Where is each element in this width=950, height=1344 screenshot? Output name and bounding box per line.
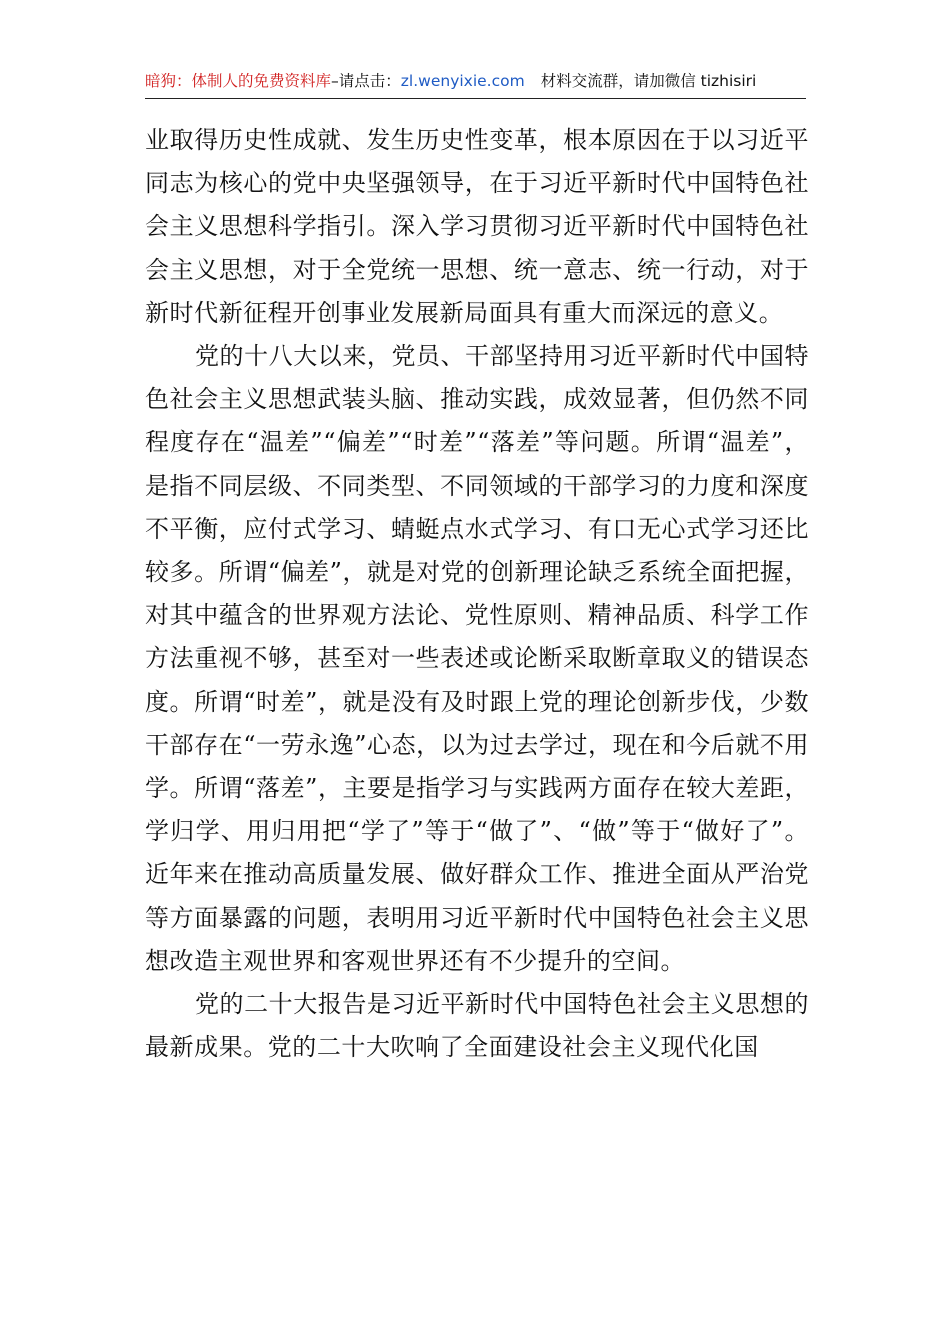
- site-name: 暗狗：体制人的免费资料库: [145, 72, 332, 90]
- site-link[interactable]: zl.wenyixie.com: [400, 72, 525, 90]
- contact-info: 材料交流群，请加微信 tizhisiri: [540, 72, 757, 90]
- paragraph-twentieth-congress: 党的二十大报告是习近平新时代中国特色社会主义思想的最新成果。党的二十大吹响了全面建设社会主义现代化国: [145, 990, 809, 1062]
- document-body: [145, 119, 809, 1069]
- paragraph-problems: 党的十八大以来，党员、干部坚持用习近平新时代中国特色社会主义思想武装头脑、推动实践，成效显著，但仍然不同程度存在“温差”“偏差”“时差”“落差”等问题。所谓“温差”，是指不同层级、不同类型、不同领域的干部学习的力度和深度不平衡，应付式学习、蜻蜓点水式学习、有口无心式学习还比较多。所谓“偏差”，就是对党的创新理论缺乏系统全面把握，对其中蕴含的世界观方法论、党性原则、精神品质、科学工作方法重视不够，甚至对一些表述或论断采取断章取义的错误态度。所谓“时差”，就是没有及时跟上党的理论创新步伐，少数干部存在“一劳永逸”心态，以为过去学过，现在和今后就不用学。所谓“落差”，主要是指学习与实践两方面存在较大差距，学归学、用归用把“学了”等于“做了”、“做”等于“做好了”。近年来在推动高质量发展、做好群众工作、推进全面从严治党等方面暴露的问题，表明用习近平新时代中国特色社会主义思想改造主观世界和客观世界还有不少提升的空间。: [145, 342, 809, 975]
- link-prompt: –请点击：: [331, 72, 401, 90]
- page-header: [145, 64, 806, 99]
- paragraph-continued: 业取得历史性成就、发生历史性变革，根本原因在于以习近平同志为核心的党中央坚强领导，在于习近平新时代中国特色社会主义思想科学指引。深入学习贯彻习近平新时代中国特色社会主义思想，对于全党统一思想、统一意志、统一行动，对于新时代新征程开创事业发展新局面具有重大而深远的意义。: [145, 126, 809, 327]
